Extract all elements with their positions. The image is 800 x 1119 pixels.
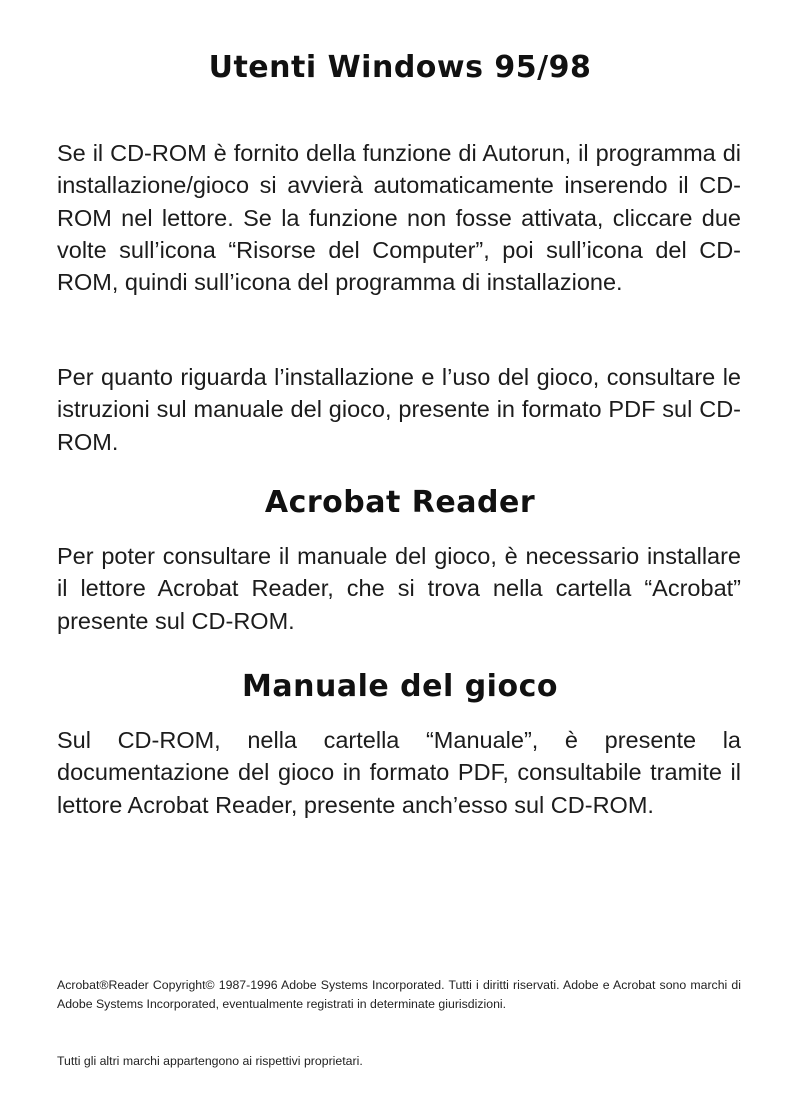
game-manual-heading: Manuale del gioco — [242, 669, 558, 704]
windows-users-heading: Utenti Windows 95/98 — [208, 50, 592, 85]
acrobat-reader-paragraph: Per poter consultare il manuale del gioco, è necessario installare il lettore Acrobat Reader, che si trova nella cartella “Acrobat” presente sul CD-ROM. — [57, 543, 741, 634]
acrobat-reader-heading: Acrobat Reader — [264, 485, 536, 520]
game-manual-paragraph: Sul CD-ROM, nella cartella “Manuale”, è presente la documentazione del gioco in formato PDF, consultabile tramite il lettore Acrobat Reader, presente anch’esso sul CD-ROM. — [57, 727, 741, 818]
trademarks-notice: Tutti gli altri marchi appartengono ai rispettivi proprietari. — [57, 1054, 363, 1068]
autorun-instructions-paragraph: Se il CD-ROM è fornito della funzione di Autorun, il programma di installazione/gioco si avvierà automaticamente inserendo il CD-ROM nel lettore. Se la funzione non fosse attivata, cliccare due volte sull’icona “Risorse del Computer”, poi sull’icona del CD-ROM, quindi sull’icona del programma di installazione. — [57, 140, 741, 296]
game-manual-reference-paragraph: Per quanto riguarda l’installazione e l’uso del gioco, consultare le istruzioni sul manuale del gioco, presente in formato PDF sul CD-ROM. — [57, 364, 741, 455]
copyright-notice: Acrobat®Reader Copyright© 1987-1996 Adobe Systems Incorporated. Tutti i diritti riservati. Adobe e Acrobat sono marchi di Adobe Systems Incorporated, eventualmente registrati in determinate giurisdizioni. — [57, 978, 741, 1011]
